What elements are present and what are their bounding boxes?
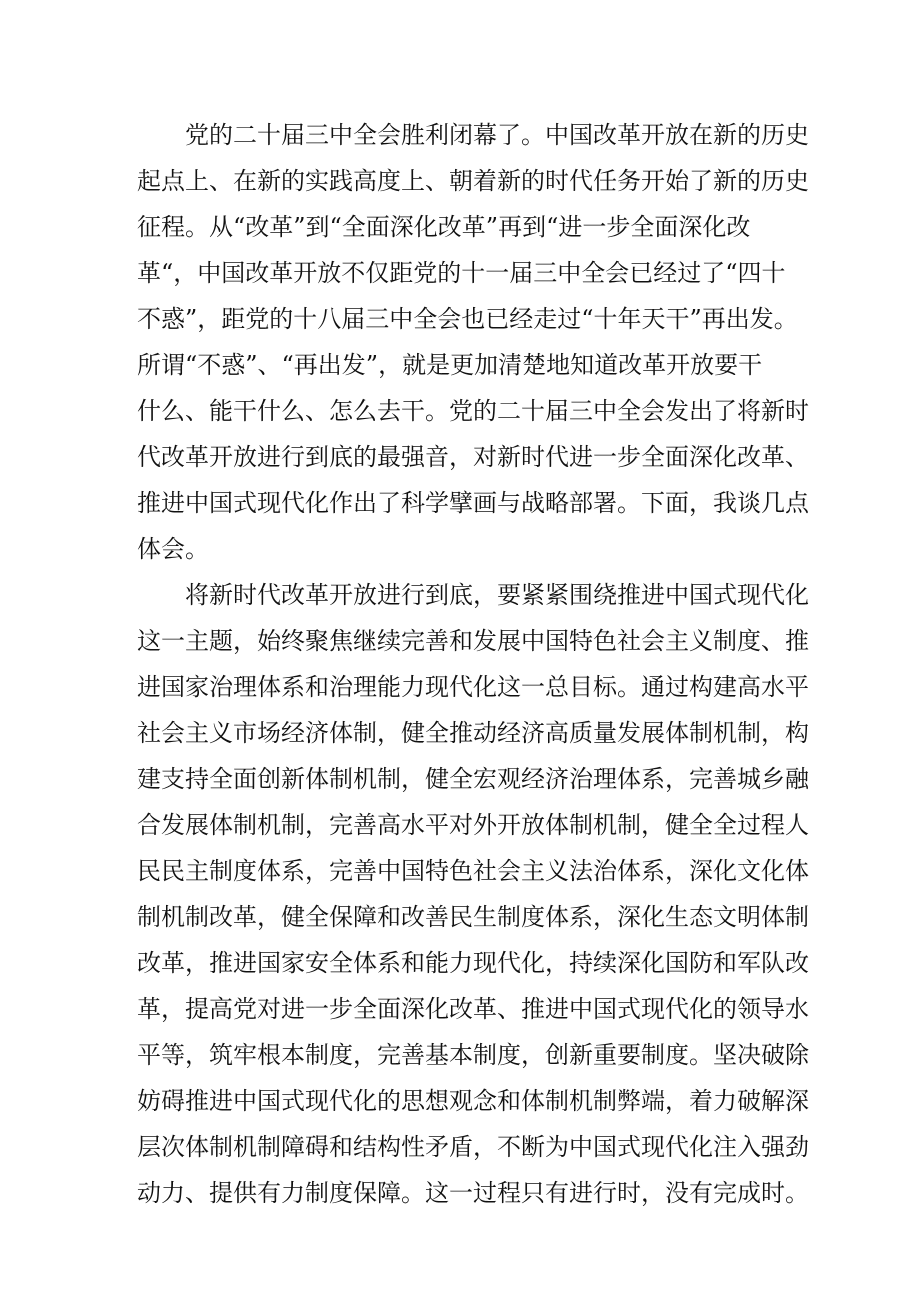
paragraph-line: 改革，推进国家安全体系和能力现代化，持续深化国防和军队改 (137, 949, 809, 977)
paragraph-line: 将新时代改革开放进行到底，要紧紧围绕推进中国式现代化 (185, 581, 809, 609)
paragraph-line: 民民主制度体系，完善中国特色社会主义法治体系，深化文化体 (137, 857, 809, 885)
paragraph-line: 妨碍推进中国式现代化的思想观念和体制机制弊端，着力破解深 (137, 1087, 809, 1115)
document-body (137, 112, 809, 1216)
paragraph-line: 进国家治理体系和治理能力现代化这一总目标。通过构建高水平 (137, 673, 809, 701)
paragraph-line: 这一主题，始终聚焦继续完善和发展中国特色社会主义制度、推 (137, 627, 809, 655)
paragraph-line: 层次体制机制障碍和结构性矛盾，不断为中国式现代化注入强劲 (137, 1133, 809, 1161)
paragraph-line: 推进中国式现代化作出了科学擘画与战略部署。下面，我谈几点 (137, 489, 809, 517)
paragraph-line: 社会主义市场经济体制，健全推动经济高质量发展体制机制，构 (137, 719, 809, 747)
paragraph-line: 不惑”，距党的十八届三中全会也已经走过“十年天干”再出发。 (137, 305, 798, 333)
paragraph-line: 起点上、在新的实践高度上、朝着新的时代任务开始了新的历史 (137, 167, 809, 195)
paragraph-line: 代改革开放进行到底的最强音，对新时代进一步全面深化改革、 (137, 443, 809, 471)
paragraph-line: 制机制改革，健全保障和改善民生制度体系，深化生态文明体制 (137, 903, 809, 931)
paragraph-line: 建支持全面创新体制机制，健全宏观经济治理体系，完善城乡融 (137, 765, 809, 793)
paragraph-line: 什么、能干什么、怎么去干。党的二十届三中全会发出了将新时 (137, 397, 809, 425)
paragraph-line: 动力、提供有力制度保障。这一过程只有进行时，没有完成时。 (137, 1179, 809, 1207)
paragraph-line: 平等，筑牢根本制度，完善基本制度，创新重要制度。坚决破除 (137, 1041, 809, 1069)
paragraph-line: 体会。 (137, 535, 209, 563)
paragraph-line: 征程。从“改革”到“全面深化改革”再到“进一步全面深化改 (137, 213, 751, 241)
paragraph-1 (137, 112, 809, 572)
paragraph-2 (137, 572, 809, 1216)
paragraph-line: 所谓“不惑”、“再出发”，就是更加清楚地知道改革开放要干 (137, 351, 763, 379)
paragraph-line: 革“，中国改革开放不仅距党的十一届三中全会已经过了“四十 (137, 259, 786, 287)
paragraph-line: 革，提高党对进一步全面深化改革、推进中国式现代化的领导水 (137, 995, 809, 1023)
paragraph-line: 党的二十届三中全会胜利闭幕了。中国改革开放在新的历史 (185, 121, 809, 149)
paragraph-line: 合发展体制机制，完善高水平对外开放体制机制，健全全过程人 (137, 811, 809, 839)
